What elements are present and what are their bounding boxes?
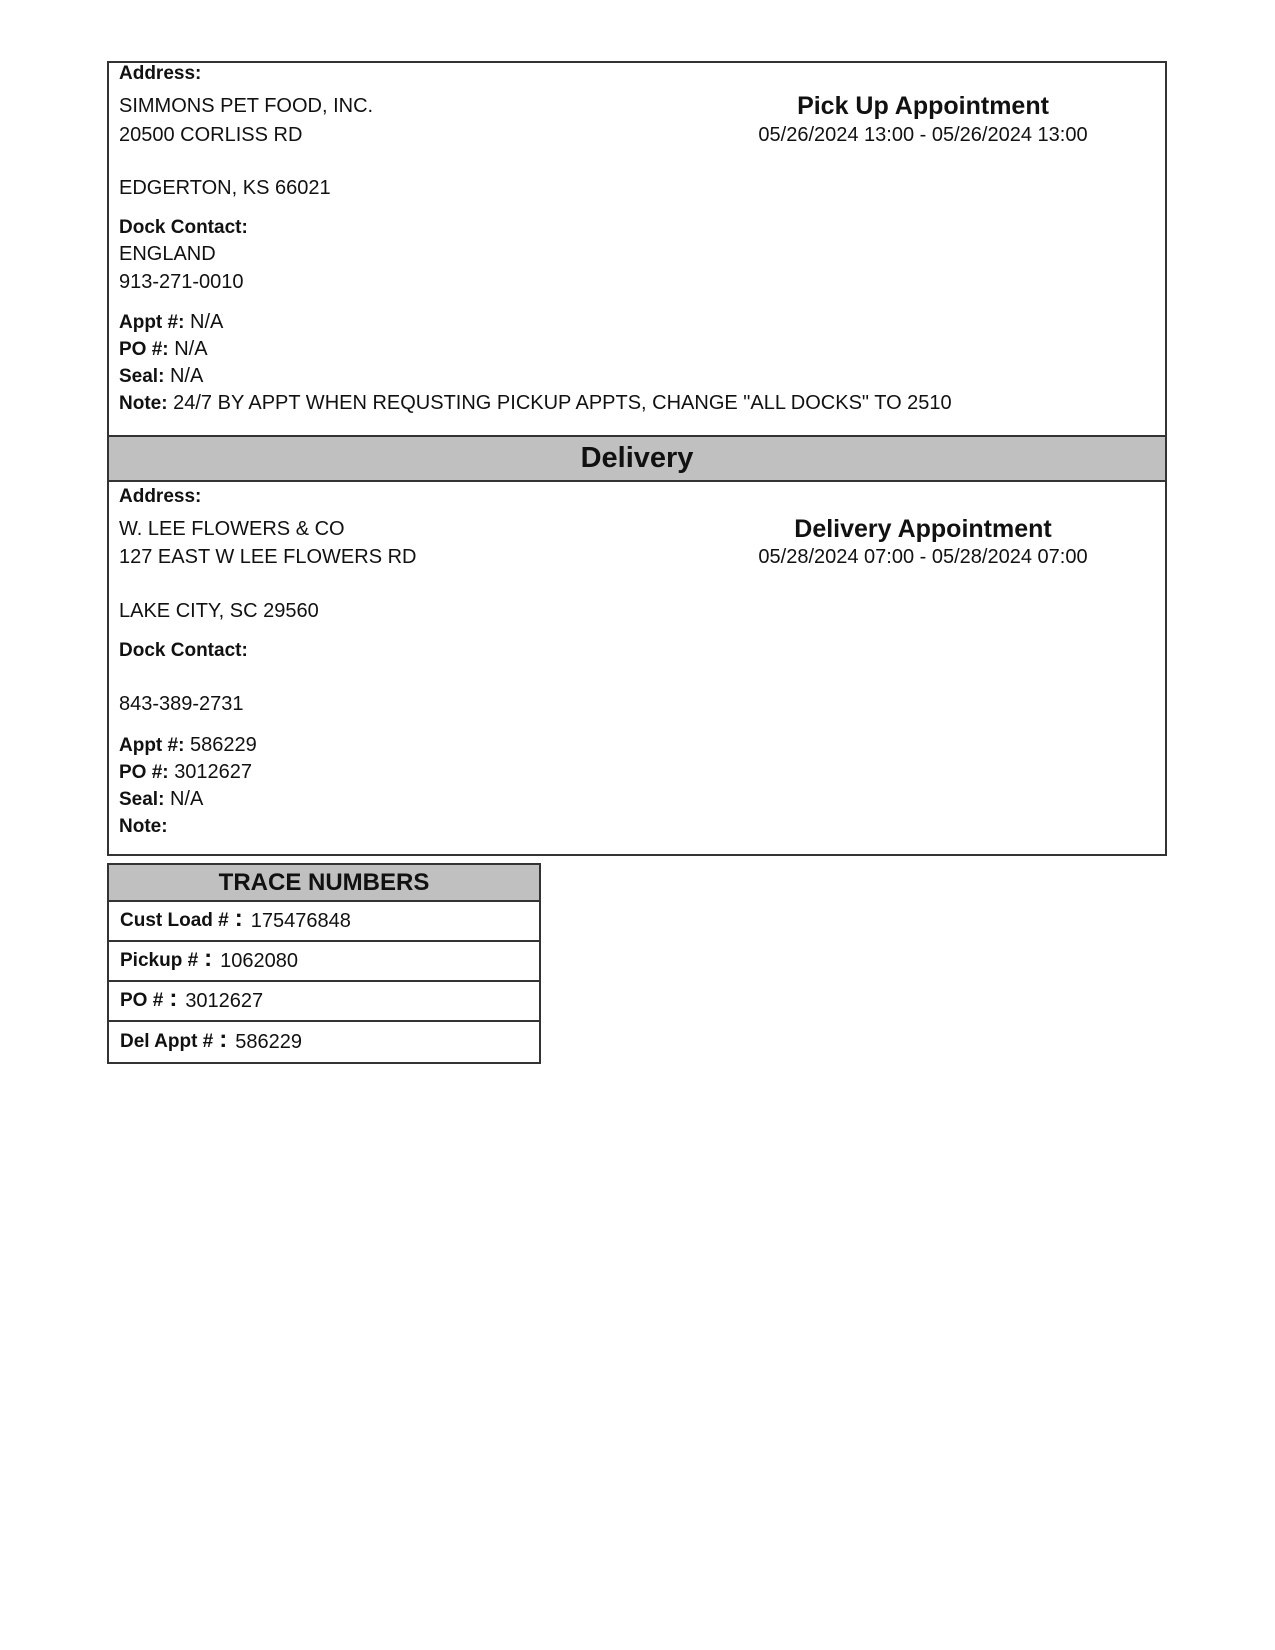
pickup-appt-value: N/A	[190, 311, 224, 333]
delivery-note-line	[119, 815, 168, 838]
delivery-address-label: Address:	[119, 486, 202, 507]
delivery-appt-line	[119, 734, 257, 757]
trace-row-value: 1062080	[220, 949, 299, 972]
pickup-dock-contact-label: Dock Contact:	[119, 217, 248, 238]
pickup-seal-value: N/A	[169, 365, 204, 387]
delivery-appointment-window: 05/28/2024 07:00 - 05/28/2024 07:00	[758, 546, 1088, 568]
pickup-address-label: Address:	[119, 63, 202, 84]
delivery-seal-label: Seal:	[119, 789, 165, 810]
trace-row-label: Cust Load #	[120, 910, 229, 931]
pickup-seal-line	[119, 365, 203, 388]
delivery-seal-line	[119, 788, 203, 811]
pickup-city: EDGERTON, KS 66021	[119, 177, 331, 199]
delivery-appt-label: Appt #:	[119, 735, 185, 756]
pickup-appointment-window: 05/26/2024 13:00 - 05/26/2024 13:00	[758, 124, 1088, 146]
pickup-section	[109, 63, 1165, 435]
trace-row-label: Del Appt #	[120, 1031, 214, 1052]
delivery-dock-contact-label: Dock Contact:	[119, 640, 248, 661]
pickup-po-line	[119, 338, 208, 361]
pickup-dock-contact-phone: 913-271-0010	[119, 271, 244, 293]
delivery-seal-value: N/A	[169, 788, 204, 810]
delivery-po-label: PO #:	[119, 762, 169, 783]
delivery-appointment-title: Delivery Appointment	[794, 515, 1052, 543]
pickup-note-line	[119, 392, 952, 415]
trace-row-value: 586229	[235, 1030, 302, 1053]
trace-row-colon: :	[204, 945, 213, 972]
delivery-city: LAKE CITY, SC 29560	[119, 600, 319, 622]
delivery-dock-contact-phone: 843-389-2731	[119, 693, 244, 715]
trace-numbers-table	[107, 863, 541, 1064]
trace-row-colon: :	[234, 905, 243, 932]
trace-row-cust-load	[109, 902, 539, 942]
pickup-po-value: N/A	[174, 338, 208, 360]
pickup-company-name: SIMMONS PET FOOD, INC.	[119, 95, 374, 117]
trace-row-colon: :	[169, 985, 178, 1012]
delivery-company-name: W. LEE FLOWERS & CO	[119, 518, 345, 540]
delivery-section	[109, 482, 1165, 854]
trace-row-del-appt	[109, 1022, 539, 1062]
delivery-po-value: 3012627	[174, 761, 253, 783]
trace-row-po	[109, 982, 539, 1022]
pickup-seal-label: Seal:	[119, 366, 165, 387]
trace-row-label: Pickup #	[120, 950, 199, 971]
delivery-appt-value: 586229	[190, 734, 257, 756]
pickup-appt-line	[119, 311, 223, 334]
pickup-note-label: Note:	[119, 393, 168, 414]
pickup-appt-label: Appt #:	[119, 312, 185, 333]
trace-row-colon: :	[219, 1026, 228, 1053]
trace-row-pickup	[109, 942, 539, 982]
trace-numbers-title: TRACE NUMBERS	[109, 865, 539, 902]
pickup-appointment-title: Pick Up Appointment	[797, 92, 1049, 120]
pickup-street: 20500 CORLISS RD	[119, 124, 303, 146]
pickup-po-label: PO #:	[119, 339, 169, 360]
trace-row-label: PO #	[120, 990, 164, 1011]
trace-row-value: 175476848	[250, 909, 351, 932]
delivery-note-label: Note:	[119, 816, 168, 837]
delivery-street: 127 EAST W LEE FLOWERS RD	[119, 546, 417, 568]
pickup-note-value: 24/7 BY APPT WHEN REQUSTING PICKUP APPTS, CHANGE "ALL DOCKS" TO 2510	[173, 392, 952, 414]
trace-row-value: 3012627	[185, 989, 264, 1012]
pickup-dock-contact-name: ENGLAND	[119, 243, 216, 265]
delivery-po-line	[119, 761, 252, 784]
stop-details-box	[107, 61, 1167, 856]
delivery-section-header: Delivery	[109, 435, 1165, 482]
